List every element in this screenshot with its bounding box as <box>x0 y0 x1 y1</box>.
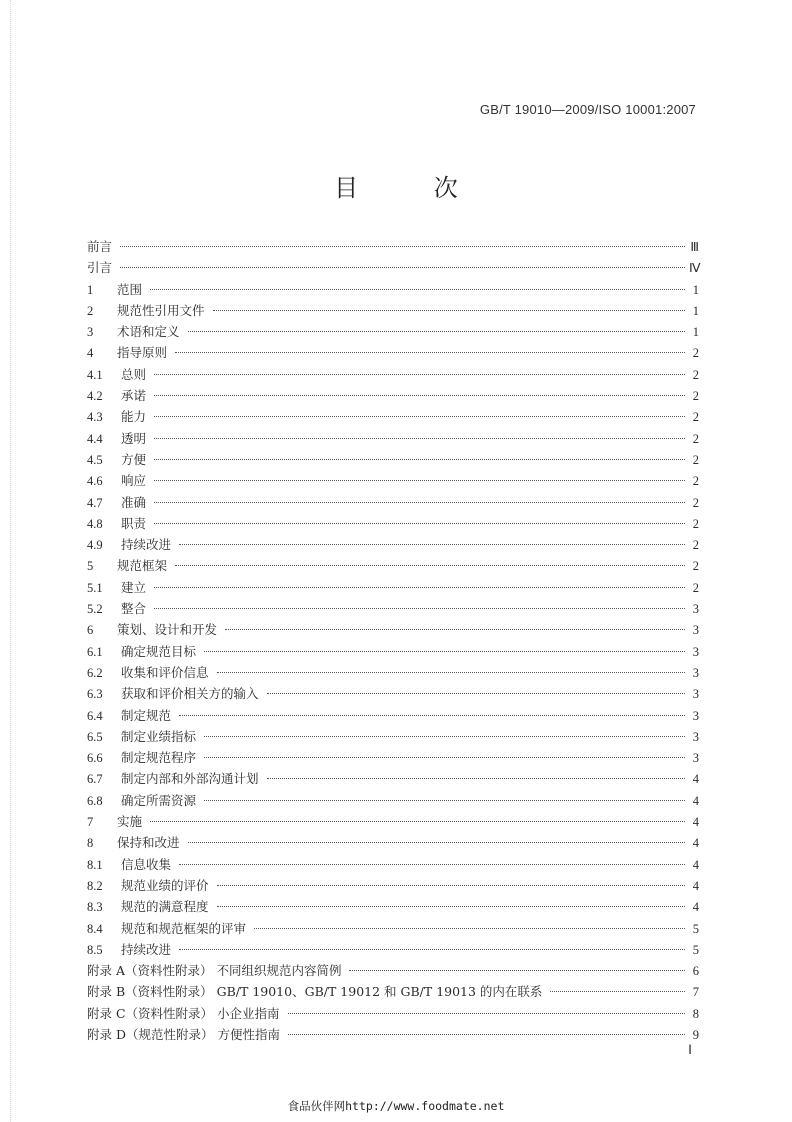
toc-entry-label <box>87 279 146 301</box>
toc-entry[interactable] <box>87 641 699 662</box>
toc-entry-page: 3 <box>692 687 699 702</box>
toc-entry-text: 策划、设计和开发 <box>117 622 218 638</box>
toc-entry-label <box>87 683 263 705</box>
toc-entry[interactable] <box>87 428 699 449</box>
toc-entry[interactable] <box>87 492 699 513</box>
toc-entry[interactable] <box>87 918 699 939</box>
toc-entry[interactable] <box>87 342 699 363</box>
toc-entry[interactable] <box>87 662 699 683</box>
toc-entry-number: 3 <box>87 325 94 340</box>
toc-entry-label <box>87 300 209 322</box>
toc-entry-number: 4.2 <box>87 389 103 404</box>
toc-entry[interactable] <box>87 470 699 491</box>
toc-entry-number: 6.8 <box>87 793 103 808</box>
toc-entry-label <box>87 1003 284 1024</box>
toc-entry[interactable] <box>87 279 699 300</box>
toc-entry-page: 2 <box>692 346 699 361</box>
toc-entry-page: 3 <box>692 623 699 638</box>
toc-entry-number: 4.5 <box>87 452 103 467</box>
toc-entry-page: 2 <box>692 367 699 382</box>
toc-entry-page: 1 <box>692 325 699 340</box>
toc-entry-text: 前言 <box>87 239 113 254</box>
toc-entry-page: 3 <box>692 708 699 723</box>
toc-entry-text: 透明 <box>121 430 147 446</box>
toc-entry-text: 承诺 <box>121 388 147 404</box>
toc-entry-number: 6.3 <box>87 687 103 702</box>
toc-entry-text: 能力 <box>121 409 147 425</box>
toc-entry-text: 准确 <box>121 494 147 510</box>
toc-entry-page: 1 <box>692 303 699 318</box>
toc-entry-label <box>87 875 213 897</box>
toc-entry-number: 6.7 <box>87 772 103 787</box>
toc-dot-leader <box>154 587 685 588</box>
toc-entry-label <box>87 811 146 833</box>
toc-dot-leader <box>154 395 685 396</box>
toc-entry[interactable] <box>87 726 699 747</box>
toc-entry[interactable] <box>87 577 699 598</box>
toc-entry-text: 总则 <box>121 366 147 382</box>
toc-entry-page: 2 <box>692 580 699 595</box>
toc-entry-text: 附录 C（资料性附录） 小企业指南 <box>87 1005 280 1021</box>
toc-entry-label <box>87 790 200 812</box>
toc-entry-number: 6.1 <box>87 644 103 659</box>
toc-entry-number: 8.4 <box>87 921 103 936</box>
toc-entry-label <box>87 492 150 514</box>
toc-entry-text: 方便 <box>121 451 147 467</box>
toc-entry-number: 5.1 <box>87 580 103 595</box>
toc-entry[interactable] <box>87 300 699 321</box>
toc-entry-text: 附录 B（资料性附录） GB/T 19010、GB/T 19012 和 GB/T 19013 的内在联系 <box>87 984 543 1000</box>
toc-entry-number: 8 <box>87 836 94 851</box>
toc-dot-leader <box>217 885 685 886</box>
toc-entry-label <box>87 534 175 556</box>
toc-entry-page: 2 <box>692 452 699 467</box>
toc-entry-page: 2 <box>692 410 699 425</box>
toc-entry[interactable] <box>87 747 699 768</box>
toc-entry[interactable] <box>87 811 699 832</box>
toc-dot-leader <box>179 715 685 716</box>
toc-entry-number: 4.4 <box>87 431 103 446</box>
toc-entry-text: 建立 <box>121 579 147 595</box>
toc-entry[interactable] <box>87 683 699 704</box>
toc-dot-leader <box>154 459 685 460</box>
toc-entry-text: 信息收集 <box>121 856 172 872</box>
toc-entry[interactable] <box>87 364 699 385</box>
toc-entry-label <box>87 918 250 940</box>
toc-dot-leader <box>154 502 685 503</box>
toc-title: 目 次 <box>334 174 492 202</box>
toc-entry-text: 响应 <box>121 473 147 489</box>
toc-dot-leader <box>217 672 685 673</box>
toc-entry-page: 3 <box>692 644 699 659</box>
toc-entry-page: 4 <box>692 900 699 915</box>
toc-entry-label <box>87 726 200 748</box>
toc-dot-leader <box>154 608 685 609</box>
toc-dot-leader <box>188 842 685 843</box>
toc-entry-page: Ⅳ <box>689 261 701 276</box>
toc-entry-label <box>87 641 200 663</box>
toc-dot-leader <box>154 416 685 417</box>
toc-entry-label <box>87 747 200 769</box>
toc-dot-leader <box>204 651 685 652</box>
toc-entry-label <box>87 257 116 278</box>
toc-entry-text: 引言 <box>87 260 113 276</box>
toc-dot-leader <box>154 438 685 439</box>
toc-entry-number: 2 <box>87 303 94 318</box>
toc-entry-number: 6.4 <box>87 708 103 723</box>
toc-entry-number: 8.2 <box>87 878 103 893</box>
toc-dot-leader <box>204 736 685 737</box>
toc-dot-leader <box>175 352 685 353</box>
toc-entry[interactable] <box>87 406 699 427</box>
toc-entry-page: 5 <box>692 921 699 936</box>
toc-entry-text: 规范的满意程度 <box>121 899 209 915</box>
toc-entry-label <box>87 555 171 577</box>
toc-dot-leader <box>120 246 685 247</box>
toc-entry-page: 8 <box>692 1006 699 1021</box>
toc-entry-number: 6.2 <box>87 665 103 680</box>
toc-entry-text: 范围 <box>117 281 143 297</box>
toc-entry-text: 整合 <box>121 601 147 617</box>
toc-entry-label <box>87 939 175 961</box>
toc-entry[interactable] <box>87 449 699 470</box>
toc-dot-leader <box>225 629 685 630</box>
toc-entry-page: 6 <box>692 964 699 979</box>
toc-entry[interactable] <box>87 555 699 576</box>
toc-entry[interactable] <box>87 960 699 981</box>
footer-watermark-text: 食品伙伴网http://www.foodmate.net <box>287 1099 505 1113</box>
toc-entry-number: 4.3 <box>87 410 103 425</box>
toc-entry-page: 4 <box>692 857 699 872</box>
toc-entry-text: 实施 <box>117 814 143 830</box>
toc-entry-number: 1 <box>87 282 94 297</box>
toc-entry-label <box>87 598 150 620</box>
toc-entry-label <box>87 896 213 918</box>
toc-entry[interactable] <box>87 705 699 726</box>
toc-entry-page: 9 <box>692 1027 699 1042</box>
toc-entry-label <box>87 768 263 790</box>
toc-dot-leader <box>154 523 685 524</box>
toc-entry-number: 8.1 <box>87 857 103 872</box>
toc-entry-page: 2 <box>692 389 699 404</box>
toc-entry-text: 保持和改进 <box>117 835 180 851</box>
toc-entry-label <box>87 705 175 727</box>
toc-entry-page: 3 <box>692 602 699 617</box>
toc-entry-page: 4 <box>692 772 699 787</box>
toc-entry-text: 术语和定义 <box>117 324 180 340</box>
toc-dot-leader <box>150 289 685 290</box>
toc-entry[interactable] <box>87 768 699 789</box>
toc-dot-leader <box>179 864 685 865</box>
toc-entry-number: 6 <box>87 623 94 638</box>
toc-dot-leader <box>267 693 685 694</box>
toc-entry-page: 2 <box>692 431 699 446</box>
toc-entry-text: 确定所需资源 <box>121 792 197 808</box>
toc-entry[interactable] <box>87 1003 699 1024</box>
toc-entry-label <box>87 449 150 471</box>
toc-dot-leader <box>349 970 685 971</box>
toc-entry-page: 4 <box>692 836 699 851</box>
toc-entry-page: 3 <box>692 751 699 766</box>
standard-code-header: GB/T 19010—2009/ISO 10001:2007 <box>479 102 696 117</box>
toc-entry-label <box>87 854 175 876</box>
toc-entry[interactable] <box>87 513 699 534</box>
toc-dot-leader <box>288 1013 685 1014</box>
toc-entry[interactable] <box>87 534 699 555</box>
toc-dot-leader <box>288 1034 685 1035</box>
toc-entry-text: 规范框架 <box>117 558 168 574</box>
toc-entry[interactable] <box>87 598 699 619</box>
toc-entry-label <box>87 513 150 535</box>
toc-entry-text: 制定内部和外部沟通计划 <box>121 771 259 787</box>
toc-dot-leader <box>179 544 685 545</box>
toc-entry-number: 4.7 <box>87 495 103 510</box>
toc-entry-page: 3 <box>692 665 699 680</box>
toc-entry-text: 收集和评价信息 <box>121 664 209 680</box>
toc-entry-page: 2 <box>692 495 699 510</box>
toc-dot-leader <box>204 757 685 758</box>
table-of-contents <box>87 236 699 1045</box>
toc-entry-number: 6.6 <box>87 751 103 766</box>
toc-entry-number: 8.3 <box>87 900 103 915</box>
toc-dot-leader <box>120 267 685 268</box>
toc-entry-label <box>87 832 184 854</box>
toc-entry-label <box>87 662 213 684</box>
toc-dot-leader <box>154 480 685 481</box>
toc-entry[interactable] <box>87 236 699 257</box>
toc-entry-text: 持续改进 <box>121 941 172 957</box>
toc-entry-text: 获取和评价相关方的输入 <box>121 686 259 702</box>
toc-entry-number: 4.1 <box>87 367 103 382</box>
toc-entry-page: 4 <box>692 878 699 893</box>
toc-entry-label <box>87 981 546 1002</box>
toc-entry[interactable] <box>87 257 699 278</box>
toc-entry-label <box>87 960 345 981</box>
toc-entry-page: 3 <box>692 729 699 744</box>
toc-entry-number: 6.5 <box>87 729 103 744</box>
toc-entry-label <box>87 619 221 641</box>
toc-entry-label <box>87 406 150 428</box>
toc-entry-number: 4 <box>87 346 94 361</box>
toc-entry-page: 1 <box>692 282 699 297</box>
toc-entry-page: 2 <box>692 559 699 574</box>
toc-entry-label <box>87 428 150 450</box>
toc-dot-leader <box>213 310 685 311</box>
toc-entry-number: 4.8 <box>87 516 103 531</box>
toc-entry-text: 制定规范 <box>121 707 172 723</box>
toc-entry[interactable] <box>87 854 699 875</box>
toc-dot-leader <box>154 374 685 375</box>
toc-entry[interactable] <box>87 790 699 811</box>
toc-entry-number: 5 <box>87 559 94 574</box>
toc-entry-label <box>87 577 150 599</box>
toc-entry-label <box>87 342 171 364</box>
toc-entry-text: 规范性引用文件 <box>117 302 205 318</box>
toc-entry-label <box>87 364 150 386</box>
toc-entry-text: 附录 A（资料性附录） 不同组织规范内容简例 <box>87 963 342 979</box>
toc-entry[interactable] <box>87 1024 699 1045</box>
toc-entry-text: 规范业绩的评价 <box>121 877 209 893</box>
page-number: Ⅰ <box>688 1042 692 1057</box>
toc-entry-number: 4.9 <box>87 538 103 553</box>
toc-entry-text: 职责 <box>121 515 147 531</box>
toc-entry[interactable] <box>87 939 699 960</box>
toc-entry[interactable] <box>87 385 699 406</box>
toc-entry-page: 5 <box>692 942 699 957</box>
toc-entry[interactable] <box>87 619 699 640</box>
toc-dot-leader <box>254 928 685 929</box>
toc-entry-text: 规范和规范框架的评审 <box>121 920 247 936</box>
toc-dot-leader <box>204 800 685 801</box>
toc-entry-number: 5.2 <box>87 602 103 617</box>
toc-entry-text: 附录 D（规范性附录） 方便性指南 <box>87 1026 280 1042</box>
toc-entry-text: 制定规范程序 <box>121 750 197 766</box>
toc-entry-page: Ⅲ <box>690 240 699 254</box>
toc-dot-leader <box>179 949 685 950</box>
toc-dot-leader <box>175 565 685 566</box>
toc-entry-label <box>87 1024 284 1045</box>
toc-entry-text: 持续改进 <box>121 537 172 553</box>
toc-entry-text: 制定业绩指标 <box>121 728 197 744</box>
toc-entry-label <box>87 236 116 257</box>
toc-entry-label <box>87 385 150 407</box>
toc-entry-number: 7 <box>87 815 94 830</box>
toc-dot-leader <box>150 821 685 822</box>
toc-entry-number: 4.6 <box>87 474 103 489</box>
toc-entry-page: 2 <box>692 516 699 531</box>
toc-entry-page: 4 <box>692 815 699 830</box>
toc-entry-page: 2 <box>692 538 699 553</box>
toc-dot-leader <box>188 331 685 332</box>
toc-entry[interactable] <box>87 832 699 853</box>
toc-dot-leader <box>267 778 685 779</box>
toc-entry-page: 7 <box>692 985 699 1000</box>
toc-entry[interactable] <box>87 875 699 896</box>
toc-entry[interactable] <box>87 321 699 342</box>
toc-dot-leader <box>550 991 685 992</box>
toc-entry[interactable] <box>87 981 699 1002</box>
toc-entry-label <box>87 321 184 343</box>
toc-entry-page: 4 <box>692 793 699 808</box>
toc-entry-label <box>87 470 150 492</box>
toc-entry-text: 确定规范目标 <box>121 643 197 659</box>
toc-entry-number: 8.5 <box>87 942 103 957</box>
toc-entry-text: 指导原则 <box>117 345 168 361</box>
toc-entry[interactable] <box>87 896 699 917</box>
toc-dot-leader <box>217 906 685 907</box>
toc-entry-page: 2 <box>692 474 699 489</box>
